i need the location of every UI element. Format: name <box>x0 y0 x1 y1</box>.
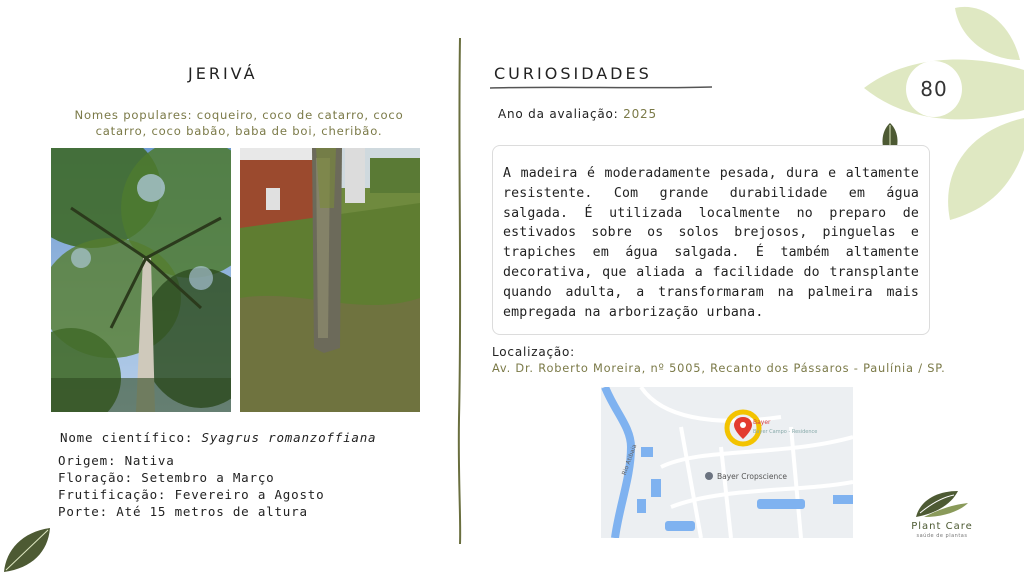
fact-value: Fevereiro a Agosto <box>174 487 325 502</box>
leaf-shape <box>955 7 1020 60</box>
map-place-label: Bayer Cropscience <box>717 472 787 481</box>
page-number-badge <box>906 61 962 117</box>
map-road-label: Rio Atibaia <box>620 443 639 477</box>
map-pin-sublabel: Bayer Campo - Residence <box>753 429 818 435</box>
fact-fruiting <box>58 486 324 503</box>
scientific-name-label: Nome científico: <box>60 430 194 445</box>
location-address: Av. Dr. Roberto Moreira, nº 5005, Recanto dos Pássaros - Paulínia / SP. <box>492 361 946 375</box>
palm-canopy-photo <box>51 148 231 412</box>
map-pin-label: Bayer <box>753 419 771 426</box>
fact-origin <box>58 452 324 469</box>
brand-name: Plant Care <box>911 521 973 532</box>
column-divider <box>455 38 465 544</box>
fact-label: Floração: <box>58 470 133 485</box>
popular-names <box>54 107 424 139</box>
curiosities-text: A madeira é moderadamente pesada, dura e altamente resistente. Com grande durabilidade em água salgada. É utilizada localmente no preparo de estivados sobre os solos brejosos, pinguelas e trapiches em água salgada. É também altamente decorativa, que aliada a facilidade do transplante quando adulta, a transformaram na palmeira mais empregada na arborização urbana. <box>503 166 919 320</box>
leaf-shape <box>948 118 1024 220</box>
plant-title: JERIVÁ <box>188 64 258 83</box>
popular-names-label: Nomes populares: <box>74 108 193 122</box>
fact-value: Até 15 metros de altura <box>116 504 308 519</box>
scientific-name-line <box>60 430 376 445</box>
evaluation-year <box>498 107 657 121</box>
location-map[interactable] <box>601 387 853 538</box>
curiosities-title: CURIOSIDADES <box>494 64 652 83</box>
evaluation-year-value: 2025 <box>623 107 657 121</box>
palm-trunk-photo <box>240 148 420 412</box>
curiosities-box <box>492 145 930 335</box>
plant-care-logo-icon <box>914 489 970 519</box>
fact-size <box>58 503 324 520</box>
fact-label: Origem: <box>58 453 117 468</box>
scientific-name: Syagrus romanzoffiana <box>201 430 377 445</box>
facts-list <box>58 452 324 520</box>
page-number: 80 <box>920 77 948 101</box>
fact-label: Frutificação: <box>58 487 167 502</box>
fact-value: Setembro a Março <box>141 470 275 485</box>
fact-label: Porte: <box>58 504 108 519</box>
brand-tagline: saúde de plantas <box>916 533 968 539</box>
popular-names-text: coqueiro, coco de catarro, coco catarro, coco babão, baba de boi, cheribão. <box>95 108 404 138</box>
evaluation-year-label: Ano da avaliação: <box>498 107 619 121</box>
leaf-decoration-bottom-left <box>2 526 52 574</box>
title-underline <box>490 85 712 91</box>
fact-flowering <box>58 469 324 486</box>
fact-value: Nativa <box>124 453 175 468</box>
location-label: Localização: <box>492 345 576 359</box>
